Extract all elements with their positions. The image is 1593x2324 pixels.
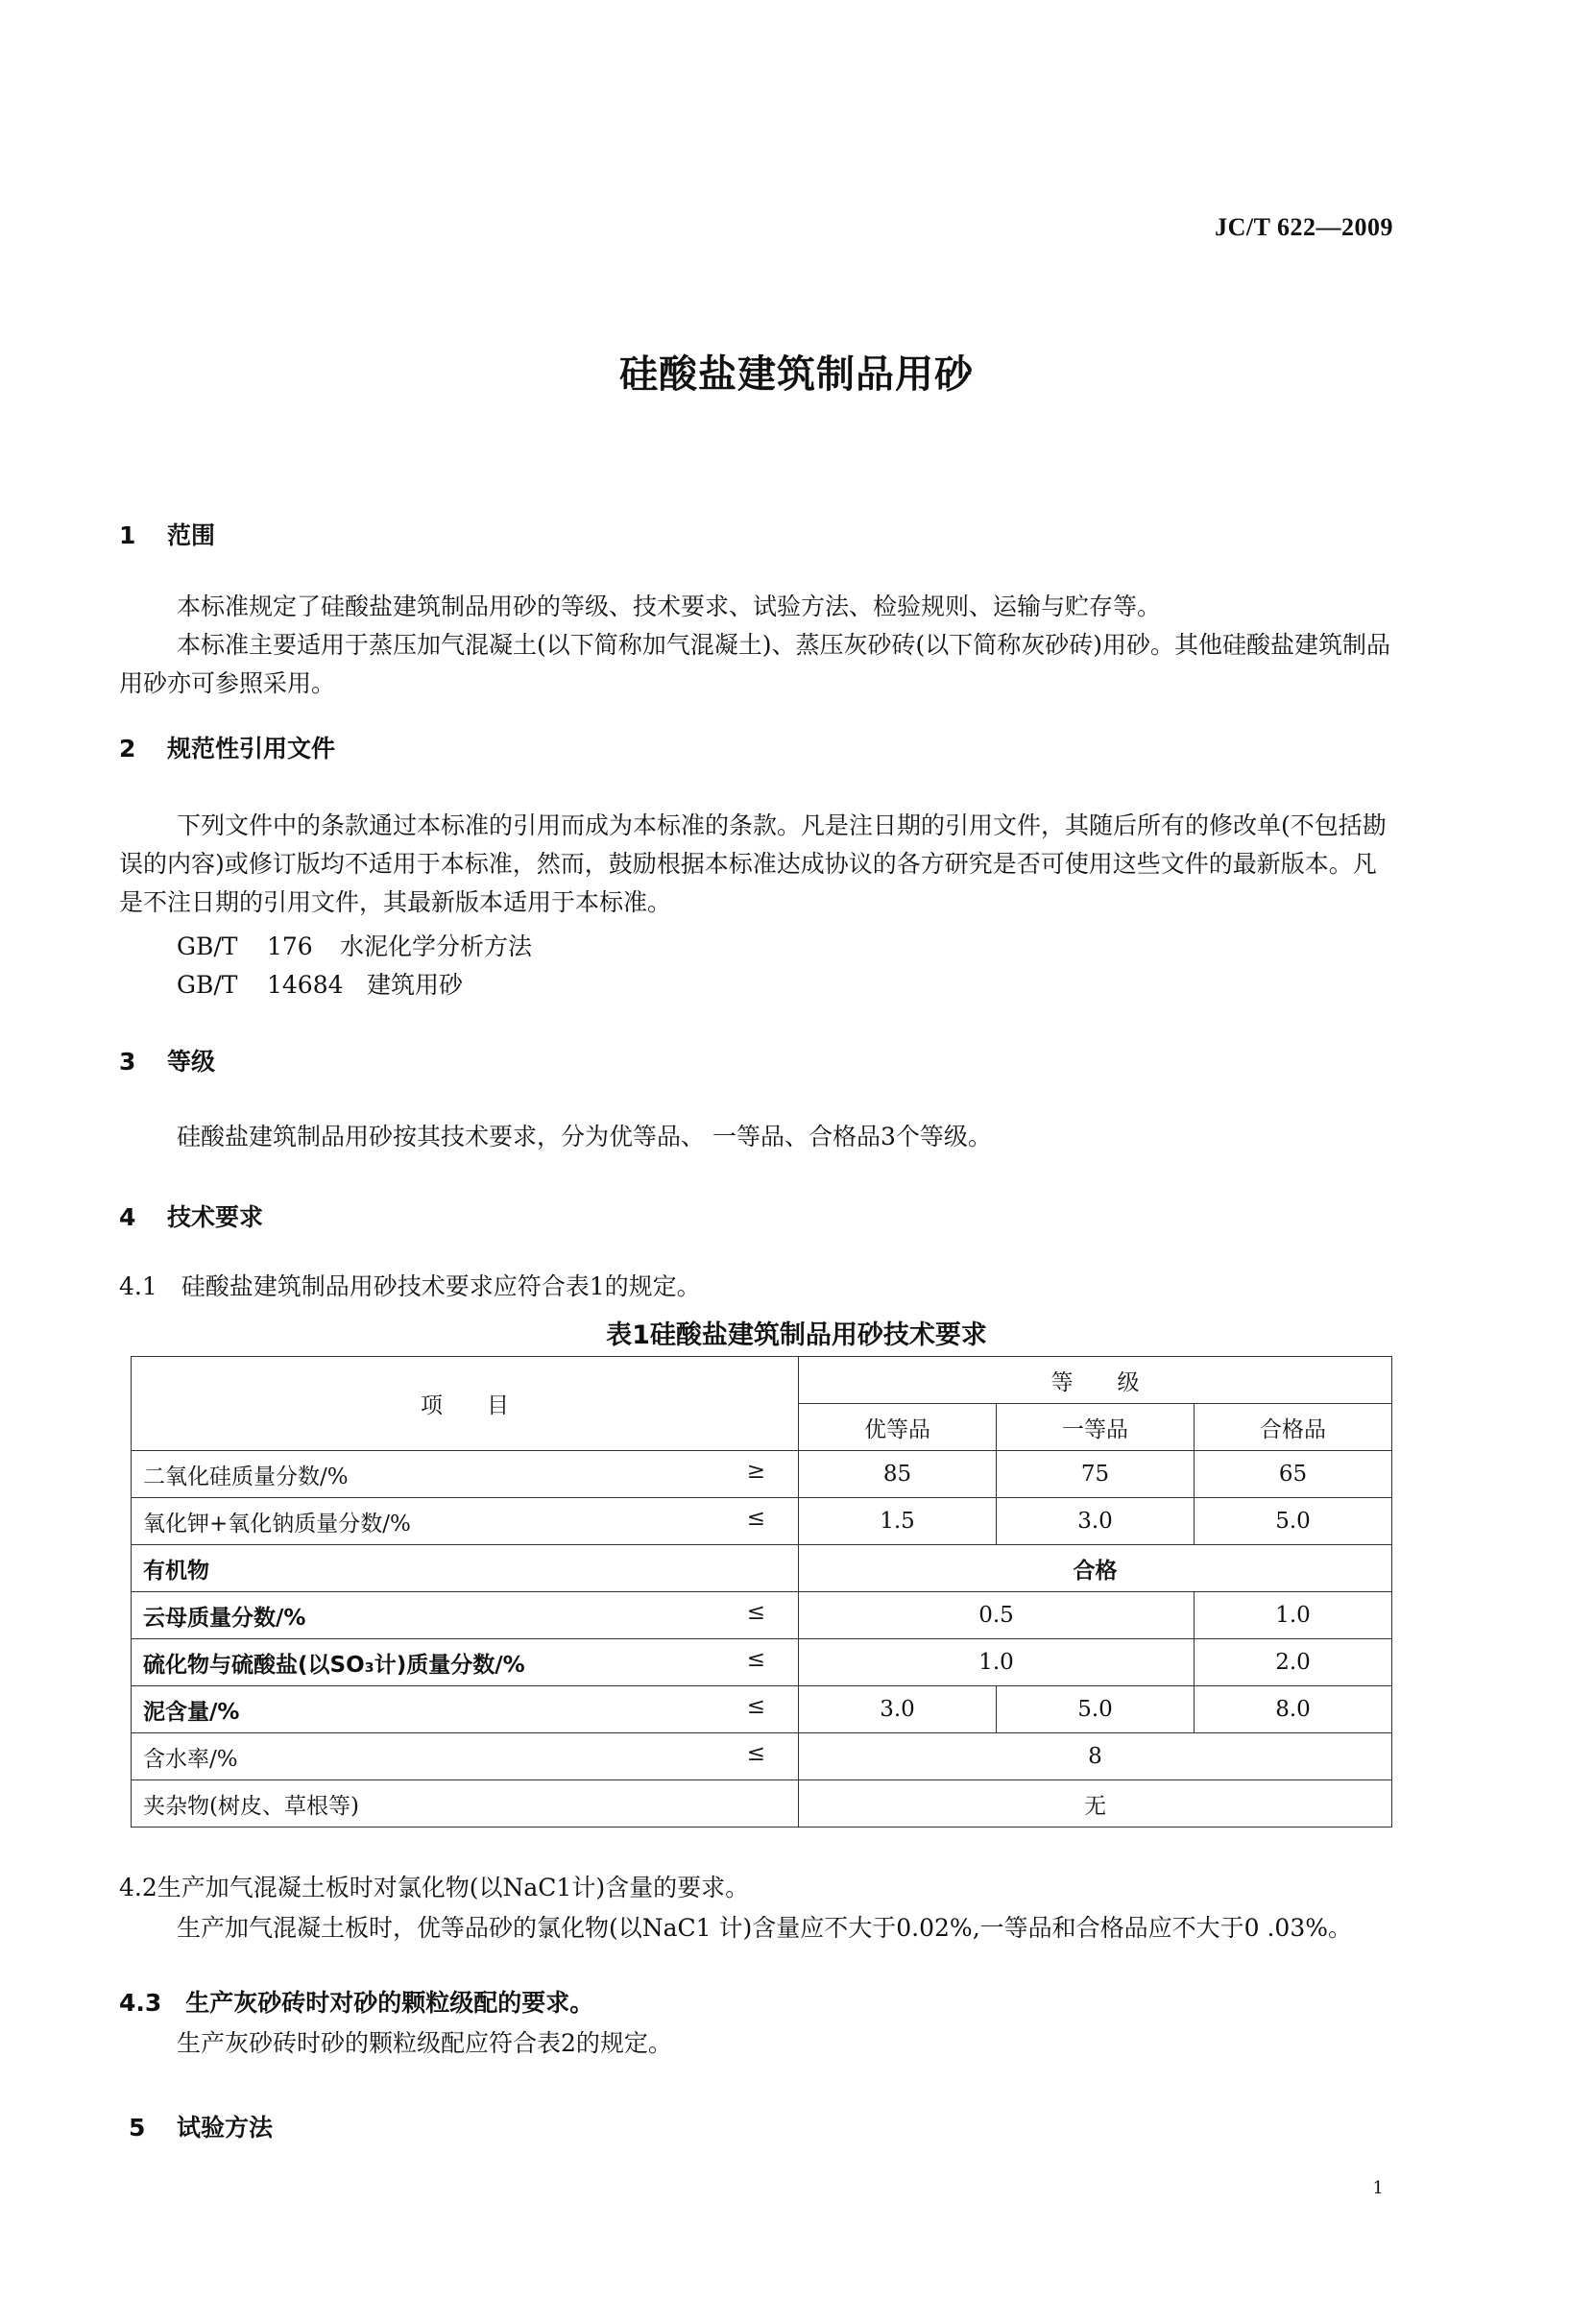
section-2-heading [119, 730, 335, 764]
section-number: 3 [119, 1048, 136, 1076]
section-3-heading [119, 1043, 215, 1077]
paragraph: 本标准主要适用于蒸压加气混凝土(以下简称加气混凝土)、蒸压灰砂砖(以下简称灰砂砖)用砂。其他硅酸盐建筑制品用砂亦可参照采用。 [119, 631, 1391, 697]
table-cell: 85 [799, 1451, 997, 1498]
table-cell: 3.0 [799, 1686, 997, 1733]
section-title: 技术要求 [167, 1203, 264, 1231]
grade-header: 等 级 [799, 1357, 1392, 1404]
table-caption: 表1硅酸盐建筑制品用砂技术要求 [606, 1320, 987, 1350]
clause-4-2-text: 生产加气混凝土板时，优等品砂的氯化物(以NaC1 计)含量应不大于0.02%,一等品和合格品应不大于0 .03%。 [177, 1914, 1353, 1942]
section-title: 规范性引用文件 [167, 735, 336, 763]
table-cell: 2.0 [1195, 1639, 1392, 1686]
table-cell: 65 [1195, 1451, 1392, 1498]
paragraph: 下列文件中的条款通过本标准的引用而成为本标准的条款。凡是注日期的引用文件，其随后所有的修改单(不包括勘误的内容)或修订版均不适用于本标准，然而，鼓励根据本标准达成协议的各方研究是否可使用这些文件的最新版本。凡是不注日期的引用文件，其最新版本适用于本标准。 [119, 811, 1387, 916]
section-title: 等级 [167, 1048, 216, 1076]
table-cell: 1.0 [799, 1639, 1195, 1686]
clause-4-2-title: 4.2生产加气混凝土板时对氯化物(以NaC1计)含量的要求。 [119, 1874, 750, 1901]
paragraph: 硅酸盐建筑制品用砂按其技术要求，分为优等品、 一等品、合格品3个等级。 [177, 1123, 992, 1150]
table-cell: 8 [799, 1733, 1392, 1780]
section-number: 2 [119, 735, 136, 763]
grade-label: 一等品 [997, 1404, 1195, 1451]
clause-4-1: 4.1 硅酸盐建筑制品用砂技术要求应符合表1的规定。 [119, 1272, 701, 1300]
table-row: 云母质量分数/% ≤ 0.5 1.0 [132, 1592, 1392, 1639]
table-cell: 1.5 [799, 1498, 997, 1545]
table-row: 二氧化硅质量分数/% ≥ 85 75 65 [132, 1451, 1392, 1498]
table-row: 硫化物与硫酸盐(以SO₃计)质量分数/% ≤ 1.0 2.0 [132, 1639, 1392, 1686]
table-cell: 75 [997, 1451, 1195, 1498]
grade-label: 优等品 [799, 1404, 997, 1451]
section-number: 4 [119, 1203, 136, 1231]
table-row: 夹杂物(树皮、草根等) 无 [132, 1780, 1392, 1828]
table-header-row [132, 1357, 1392, 1404]
standard-number: JC/T 622—2009 [1215, 213, 1393, 241]
requirements-table [131, 1356, 1392, 1828]
section-5-heading [129, 2109, 273, 2143]
table-cell: 3.0 [997, 1498, 1195, 1545]
reference-item: GB/T 176 水泥化学分析方法 [177, 932, 533, 960]
table-row: 有机物 合格 [132, 1545, 1392, 1592]
table-cell: 5.0 [1195, 1498, 1392, 1545]
section-number: 5 [129, 2114, 146, 2142]
table-cell: 0.5 [799, 1592, 1195, 1639]
table-row: 泥含量/% ≤ 3.0 5.0 8.0 [132, 1686, 1392, 1733]
table-cell: 合格 [799, 1545, 1392, 1592]
table-cell: 1.0 [1195, 1592, 1392, 1639]
section-1-heading [119, 517, 215, 551]
section-number: 1 [119, 521, 136, 549]
table-cell: 5.0 [997, 1686, 1195, 1733]
grade-label: 合格品 [1195, 1404, 1392, 1451]
table-cell: 8.0 [1195, 1686, 1392, 1733]
document-title: 硅酸盐建筑制品用砂 [619, 352, 974, 397]
clause-4-3-title: 4.3 生产灰砂砖时对砂的颗粒级配的要求。 [119, 1989, 594, 2017]
table-cell: 无 [799, 1780, 1392, 1828]
section-4-heading [119, 1198, 263, 1233]
table-row: 氧化钾+氧化钠质量分数/% ≤ 1.5 3.0 5.0 [132, 1498, 1392, 1545]
section-title: 试验方法 [177, 2114, 274, 2142]
item-header: 项 目 [132, 1357, 799, 1451]
page-number: 1 [1372, 2178, 1384, 2198]
paragraph: 本标准规定了硅酸盐建筑制品用砂的等级、技术要求、试验方法、检验规则、运输与贮存等。 [177, 593, 1162, 620]
table-row: 含水率/% ≤ 8 [132, 1733, 1392, 1780]
clause-4-3-text: 生产灰砂砖时砂的颗粒级配应符合表2的规定。 [177, 2029, 672, 2057]
reference-item: GB/T 14684 建筑用砂 [177, 971, 464, 999]
section-title: 范围 [167, 521, 216, 549]
